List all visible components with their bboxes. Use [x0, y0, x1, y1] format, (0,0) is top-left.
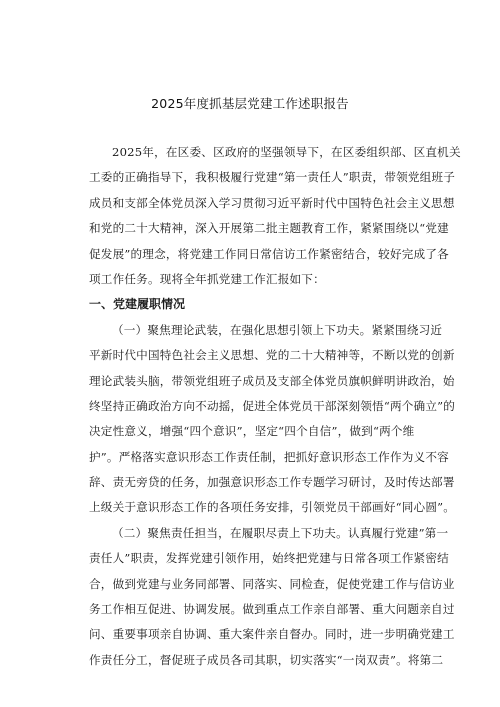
paragraph-line: 成员和支部全体党员深入学习贯彻习近平新时代中国特色社会主义思想	[89, 195, 455, 210]
paragraph-line: 合，做到党建与业务同部署、同落实、同检查，促使党建工作与信访业	[89, 576, 455, 591]
document-body	[89, 140, 461, 673]
paragraph-line: 责任人”职责，发挥党建引领作用，始终把党建与日常各项工作紧密结	[89, 551, 449, 566]
paragraph-line: 辞、责无旁贷的任务，加强意识形态工作专题学习研讨，及时传达部署	[89, 475, 455, 490]
paragraph-line: 平新时代中国特色社会主义思想、党的二十大精神等，不断以党的创新	[89, 348, 455, 363]
section-heading: 一、党建履职情况	[89, 297, 186, 312]
paragraph-line: 问、重要事项亲自协调、重大案件亲自督办。同时，进一步明确党建工	[89, 627, 455, 642]
paragraph-line: （一）聚焦理论武装，在强化思想引领上下功夫。紧紧围绕习近	[112, 322, 443, 337]
paragraph-line: 理论武装头脑，带领党组班子成员及支部全体党员旗帜鲜明讲政治，始	[89, 373, 455, 388]
paragraph-line: 决定性意义，增强“四个意识”，坚定“四个自信”，做到“两个维	[89, 424, 415, 439]
paragraph-line: 终坚持正确政治方向不动摇，促进全体党员干部深刻领悟“两个确立”的	[89, 398, 456, 413]
document-title: 2025年度抓基层党建工作述职报告	[151, 96, 349, 111]
paragraph-line: 护”。严格落实意识形态工作责任制，把抓好意识形态工作作为义不容	[89, 449, 449, 464]
paragraph-line: 项工作任务。现将全年抓党建工作汇报如下：	[89, 271, 325, 286]
paragraph-line: 工委的正确指导下，我积极履行党建“第一责任人”职责，带领党组班子	[89, 170, 456, 185]
paragraph-line: 促发展”的理念，将党建工作同日常信访工作紧密结合，较好完成了各	[89, 246, 449, 261]
paragraph-line: 2025年，在区委、区政府的坚强领导下，在区委组织部、区直机关	[112, 145, 461, 159]
paragraph-line: 作责任分工，督促班子成员各司其职，切实落实“一岗双责”。将第二	[89, 652, 444, 667]
paragraph-line: 和党的二十大精神，深入开展第二批主题教育工作，紧紧围绕以“党建	[89, 221, 449, 236]
paragraph-line: （二）聚焦责任担当，在履职尽责上下功夫。认真履行党建”第一	[112, 525, 449, 540]
paragraph-line: 务工作相互促进、协调发展。做到重点工作亲自部署、重大问题亲自过	[89, 602, 455, 617]
paragraph-line: 上级关于意识形态工作的各项任务安排，引领党员干部画好“同心圆”。	[89, 500, 456, 515]
